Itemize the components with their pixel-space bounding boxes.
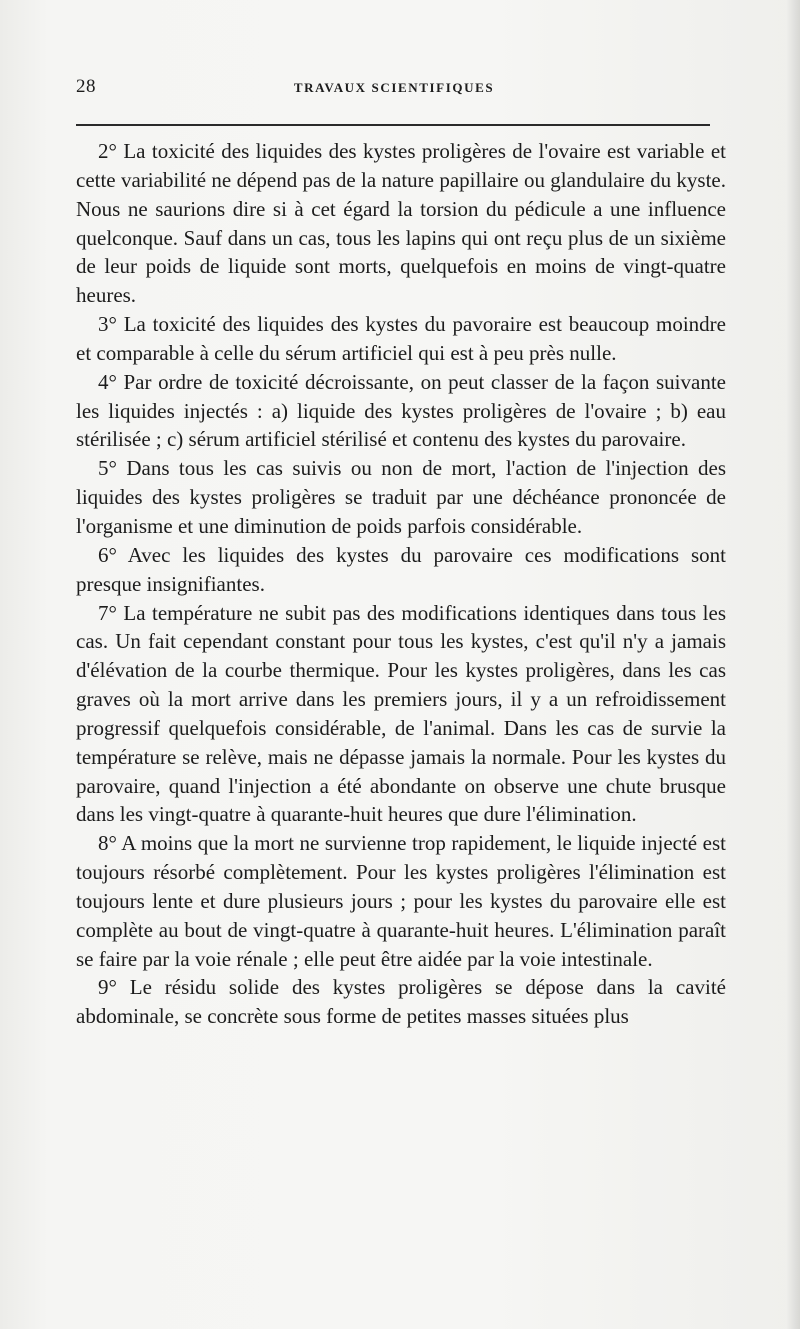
paragraph-2: 2° La toxicité des liquides des kystes proligères de l'ovaire est variable et cette variabilité ne dépend pas de la nature papillaire ou glandulaire du kyste. Nous ne saurions dire si à cet égard la torsion du pédicule a une influence quelconque. Sauf dans un cas, tous les lapins qui ont reçu plus de un sixième de leur poids de liquide sont morts, quelquefois en moins de vingt-quatre heures. <box>76 139 726 308</box>
body-text <box>76 137 726 1031</box>
paragraph-8: 8° A moins que la mort ne survienne trop rapidement, le liquide injecté est toujours résorbé complètement. Pour les kystes proligères l'élimination est toujours lente et dure plusieurs jours ; pour les kystes du parovaire elle est complète au bout de vingt-quatre à quarante-huit heures. L'élimination paraît se faire par la voie rénale ; elle peut être aidée par la voie intestinale. <box>76 831 726 971</box>
paragraph-3: 3° La toxicité des liquides des kystes du pavoraire est beaucoup moindre et comparable à celle du sérum artificiel qui est à peu près nulle. <box>76 312 726 365</box>
paragraph-6: 6° Avec les liquides des kystes du parovaire ces modifications sont presque insignifiantes. <box>76 542 726 596</box>
page-edge-shadow <box>786 0 800 1329</box>
header-rule <box>76 124 710 126</box>
page-number: 28 <box>76 76 96 97</box>
paragraph-5: 5° Dans tous les cas suivis ou non de mort, l'action de l'injection des liquides des kystes proligères se traduit par une déchéance prononcée de l'organisme et une diminution de poids parfois considérable. <box>76 456 726 538</box>
paragraph-7: 7° La température ne subit pas des modifications identiques dans tous les cas. Un fait cependant constant pour tous les kystes, c'est qu'il n'y a jamais d'élévation de la courbe thermique. Pour les kystes proligères, dans les cas graves où la mort arrive dans les premiers jours, il y a un refroidissement progressif quelquefois considérable, de l'animal. Dans les cas de survie la température se relève, mais ne dépasse jamais la normale. Pour les kystes du parovaire, quand l'injection a été abondante on observe une chute brusque dans les vingt-quatre à quarante-huit heures que dure l'élimination. <box>76 600 726 827</box>
paragraph-4: 4° Par ordre de toxicité décroissante, on peut classer de la façon suivante les liquides injectés : a) liquide des kystes proligères de l'ovaire ; b) eau stérilisée ; c) sérum artificiel stérilisé et contenu des kystes du parovaire. <box>76 369 726 452</box>
running-title: TRAVAUX SCIENTIFIQUES <box>293 80 495 95</box>
paragraph-9: 9° Le résidu solide des kystes proligères se dépose dans la cavité abdominale, se concrète sous forme de petites masses situées plus <box>76 975 726 1029</box>
page-header <box>76 76 712 102</box>
